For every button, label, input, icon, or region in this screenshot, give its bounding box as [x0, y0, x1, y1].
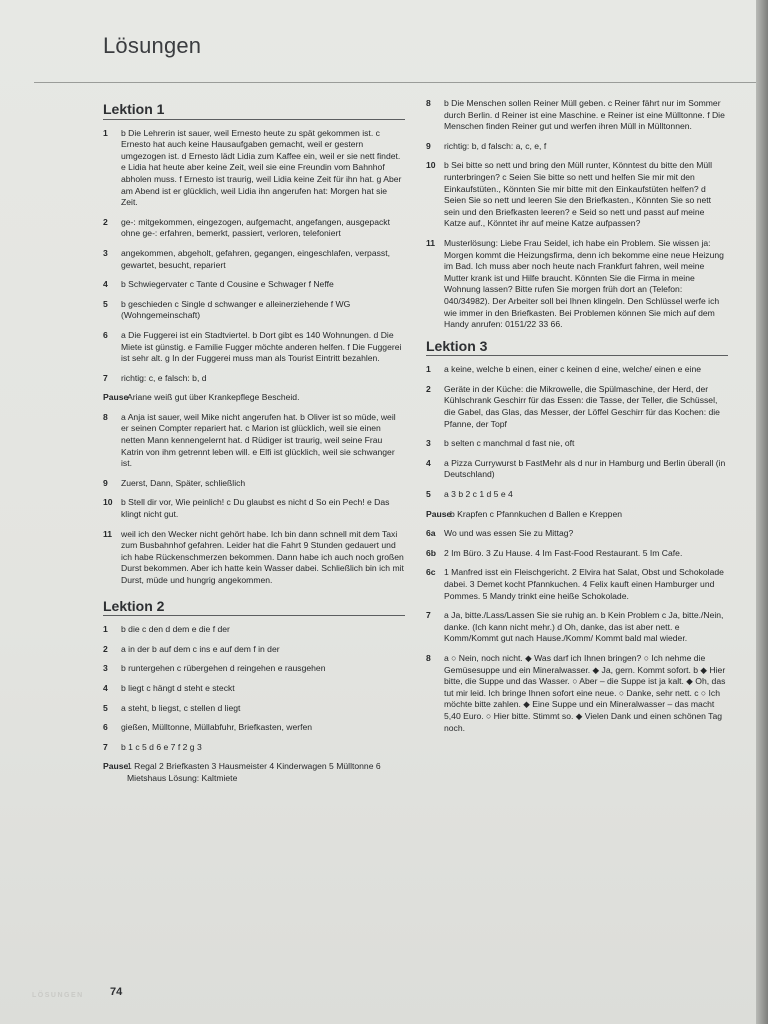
answer-item [103, 373, 405, 385]
lektion-2-heading: Lektion 2 [103, 601, 405, 617]
answer-number: 9 [426, 140, 431, 151]
footer-section-label: LÖSUNGEN [32, 992, 84, 999]
answer-item [426, 548, 728, 560]
answer-item [103, 279, 405, 291]
answer-text: 1 Regal 2 Briefkasten 3 Hausmeister 4 Kinderwagen 5 Mülltonne 6 Mietshaus Lösung: Kaltmiete [127, 761, 381, 783]
answer-text: a keine, welche b einen, einer c keinen d eine, welche/ einen e eine [444, 364, 702, 375]
answer-number: 3 [103, 247, 108, 258]
answer-text: richtig: b, d falsch: a, c, e, f [444, 140, 547, 151]
answer-item [426, 98, 728, 133]
answer-text: richtig: c, e falsch: b, d [121, 372, 207, 383]
answer-number: 2 [103, 216, 108, 227]
answer-item [426, 653, 728, 734]
page-title: Lösungen [103, 33, 202, 58]
answer-item [103, 663, 405, 675]
answer-item [103, 497, 405, 520]
answer-text: Ariane weiß gut über Krankepflege Bescheid. [127, 392, 300, 403]
left-column [103, 101, 405, 793]
answer-text: Musterlösung: Liebe Frau Seidel, ich habe ein Problem. Sie wissen ja: Morgen kommt die Heizungsfirma, denn ich bekomme eine neue Heizung im Bad. Ich muss aber noch heute nach Frankfurt fahren, weil meine Mutter krank ist und Hilfe braucht. Könnten Sie die Firma in meine Wohnung lassen? Bitte rufen Sie morgen früh dort an (Telefon: 040/34982). Der Arbeiter soll bei Ihnen klingeln. Den Schlüssel werfe ich wie immer in den Briefkasten. Bei Problemen können Sie mich auf dem Handy anrufen: 0151/22 33 66. [444, 237, 724, 330]
answer-text: b Die Lehrerin ist sauer, weil Ernesto heute zu spät gekommen ist. c Ernesto hat auch keine Hausaufgaben gemacht, weil er gestern umgezogen ist. d Ernesto lädt Lidia zum Kaffee ein, weil er sie nett findet. e Lidia hat heute aber keine Zeit, weil sie eine Freundin vom Bahnhof abholen muss. f Ernesto ist traurig, weil Lidia keine Zeit für ihn hat. g Aber am Abend ist er glücklich, weil Lidia ihn angerufen hat: Morgen hat sie Zeit. [121, 127, 402, 208]
answer-number: 6a [426, 528, 436, 539]
right-column [426, 98, 728, 742]
answer-number: 8 [426, 652, 431, 663]
answer-text: Zuerst, Dann, Später, schließlich [121, 477, 246, 488]
answer-text: b liegt c hängt d steht e steckt [121, 682, 235, 693]
page-edge [756, 0, 768, 1024]
answer-item [426, 567, 728, 602]
answer-item [103, 761, 405, 784]
answer-text: weil ich den Wecker nicht gehört habe. Ich bin dann schnell mit dem Taxi zum Busbahnhof gefahren. Leider hat die Fahrt 9 Stunden gedauert und ich habe Rückenschmerzen bekommen. Dann habe ich auch noch großen Durst bekommen. Aber ich hatte kein Wasser dabei. Schließlich bin ich mit Durst, müde und hungrig angekommen. [121, 528, 404, 585]
answer-number: 10 [103, 497, 113, 508]
answer-item [103, 683, 405, 695]
lektion-2-answers [103, 624, 405, 784]
lektion-2-answers-continued [426, 98, 728, 331]
answer-number: 5 [103, 702, 108, 713]
answer-number: 3 [103, 663, 108, 674]
answer-text: Wo und was essen Sie zu Mittag? [444, 528, 574, 539]
answer-item [103, 330, 405, 365]
answer-text: b 1 c 5 d 6 e 7 f 2 g 3 [121, 741, 202, 752]
answer-text: b Die Menschen sollen Reiner Müll geben. c Reiner fährt nur im Sommer durch Berlin. d Reiner ist eine Maschine. e Reiner ist eine Mülltonne. f Die Menschen finden Reiner gut und werfen ihren Müll in Mülltonnen. [444, 98, 725, 132]
answer-number: 1 [426, 364, 431, 375]
answer-item [426, 438, 728, 450]
answer-number: 4 [103, 279, 108, 290]
answer-item [103, 217, 405, 240]
answer-number: 11 [103, 528, 113, 539]
answer-number: Pause [103, 392, 129, 403]
lektion-1-answers [103, 128, 405, 587]
answer-text: b Krapfen c Pfannkuchen d Ballen e Kreppen [450, 508, 622, 519]
answer-number: 8 [103, 411, 108, 422]
answer-item [426, 384, 728, 430]
answer-number: 3 [426, 438, 431, 449]
answer-item [103, 412, 405, 470]
answer-text: b Schwiegervater c Tante d Cousine e Schwager f Neffe [121, 279, 334, 290]
answer-text: a ○ Nein, noch nicht. ◆ Was darf ich Ihnen bringen? ○ Ich nehme die Gemüsesuppe und ein Mineralwasser. ◆ Ja, gern. Kommt sofort. b ◆ Hier bitte, die Suppe und das Wasser. ○ Aber – die Suppe ist ja kalt. ◆ Oh, das tut mir leid. Ich bringe Ihnen sofort eine neue. ○ Danke, sehr nett. c ○ Ich möchte bitte zahlen. ◆ Eine Suppe und ein Mineralwasser – das macht 5,40 Euro. ○ Hier bitte. Stimmt so. ◆ Vielen Dank und einen schönen Tag noch. [444, 652, 726, 733]
answer-text: gießen, Mülltonne, Müllabfuhr, Briefkasten, werfen [121, 722, 313, 733]
answer-item [103, 299, 405, 322]
answer-number: 6c [426, 567, 436, 578]
answer-item [103, 742, 405, 754]
answer-number: 2 [103, 643, 108, 654]
answer-number: 2 [426, 383, 431, 394]
answer-number: Pause [103, 761, 129, 772]
answer-number: 10 [426, 160, 436, 171]
answer-item [426, 509, 728, 521]
answer-text: 1 Manfred isst ein Fleischgericht. 2 Elvira hat Salat, Obst und Schokolade dabei. 3 Demet kocht Pfannkuchen. 4 Felix kauft einen Hamburger und Pommes. 5 Mandy trinkt eine heiße Schokolade. [444, 567, 724, 601]
answer-item [426, 160, 728, 230]
answer-text: a in der b auf dem c ins e auf dem f in der [121, 643, 280, 654]
lektion-3-answers [426, 364, 728, 734]
answer-number: 6 [103, 329, 108, 340]
answer-item [103, 478, 405, 490]
answer-item [103, 722, 405, 734]
answer-item [426, 364, 728, 376]
answer-item [103, 529, 405, 587]
answer-item [426, 458, 728, 481]
answer-number: 4 [426, 457, 431, 468]
lektion-1-heading: Lektion 1 [103, 104, 405, 120]
answer-text: b runtergehen c rübergehen d reingehen e rausgehen [121, 663, 326, 674]
answer-number: 6 [103, 722, 108, 733]
answer-item [426, 141, 728, 153]
answer-text: a Ja, bitte./Lass/Lassen Sie sie ruhig an. b Kein Problem c Ja, bitte./Nein, danke. (Ich kann nicht mehr.) d Oh, danke, das ist aber nett. e Komm/Kommt gut nach Hause./Komm/ Kommt bald mal wieder. [444, 610, 724, 644]
answer-number: 4 [103, 682, 108, 693]
answer-text: a 3 b 2 c 1 d 5 e 4 [444, 489, 513, 500]
answer-item [103, 248, 405, 271]
answer-number: 7 [103, 741, 108, 752]
answer-item [426, 528, 728, 540]
answer-text: b die c den d dem e die f der [121, 624, 230, 635]
answer-item [103, 624, 405, 636]
answer-item [103, 128, 405, 209]
answer-text: Geräte in der Küche: die Mikrowelle, die Spülmaschine, der Herd, der Kühlschrank Geschirr für das Essen: die Tasse, der Teller, die Schüssel, die Gabel, das Glas, das Messer, der Löffel Geschirr für das Kochen: die Pfanne, der Topf [444, 383, 720, 429]
answer-number: 5 [426, 489, 431, 500]
answer-item [426, 238, 728, 331]
answer-number: 11 [426, 237, 436, 248]
answer-text: b selten c manchmal d fast nie, oft [444, 438, 575, 449]
page-number: 74 [110, 986, 123, 998]
answer-number: 7 [426, 610, 431, 621]
answer-text: a steht, b liegst, c stellen d liegt [121, 702, 241, 713]
answer-text: b Sei bitte so nett und bring den Müll runter, Könntest du bitte den Müll runterbringen? c Seien Sie bitte so nett und helfen Sie mir mit den Einkaufstüten., Könnten Sie mir bitte mit den Einkaufstüten helfen? d Seien Sie so nett und leeren Sie den Briefkasten., Könnten Sie so nett sein und den Briefkasten leeren? e Seid so nett und passt auf meine Katze auf., Könntet ihr auf meine Katze aufpassen? [444, 160, 713, 229]
answer-number: 1 [103, 624, 108, 635]
lektion-3-heading: Lektion 3 [426, 341, 728, 357]
answer-number: 1 [103, 127, 108, 138]
answer-text: angekommen, abgeholt, gefahren, gegangen, eingeschlafen, verpasst, gewartet, besucht, repariert [121, 247, 390, 270]
answer-text: b Stell dir vor, Wie peinlich! c Du glaubst es nicht d So ein Pech! e Das klingt nicht gut. [121, 497, 390, 520]
answer-item [103, 392, 405, 404]
answer-item [426, 610, 728, 645]
answer-number: 6b [426, 547, 437, 558]
answer-number: 5 [103, 298, 108, 309]
answer-item [103, 644, 405, 656]
answer-text: ge-: mitgekommen, eingezogen, aufgemacht, angefangen, ausgepackt ohne ge-: erfahren, bemerkt, passiert, verloren, telefoniert [121, 216, 390, 239]
answer-text: a Anja ist sauer, weil Mike nicht angerufen hat. b Oliver ist so müde, weil er seinen Compter repariert hat. c Marion ist glücklich, weil sie einen netten Mann kennengelernt hat. d Rüdiger ist traurig, weil seine Frau Katrin von ihm getrennt leben will. e Elfi ist glücklich, weil sie schwanger ist. [121, 411, 396, 469]
answer-text: a Die Fuggerei ist ein Stadtviertel. b Dort gibt es 140 Wohnungen. d Die Miete ist günstig. e Familie Fugger möchte anderen helfen. f Die Fuggerei ist sehr alt. g In der Fuggerei muss man als Tourist Eintritt bezahlen. [121, 329, 402, 364]
answer-item [426, 489, 728, 501]
answer-number: 7 [103, 372, 108, 383]
answer-number: 9 [103, 477, 108, 488]
answer-text: 2 Im Büro. 3 Zu Hause. 4 Im Fast-Food Restaurant. 5 Im Cafe. [444, 547, 683, 558]
answer-text: b geschieden c Single d schwanger e alleinerziehende f WG (Wohngemeinschaft) [121, 298, 351, 321]
answer-number: 8 [426, 98, 431, 108]
answer-number: Pause [426, 508, 452, 519]
answer-text: a Pizza Currywurst b FastMehr als d nur in Hamburg und Berlin überall (in Deutschland) [444, 457, 726, 480]
answer-item [103, 703, 405, 715]
title-divider [34, 82, 756, 83]
